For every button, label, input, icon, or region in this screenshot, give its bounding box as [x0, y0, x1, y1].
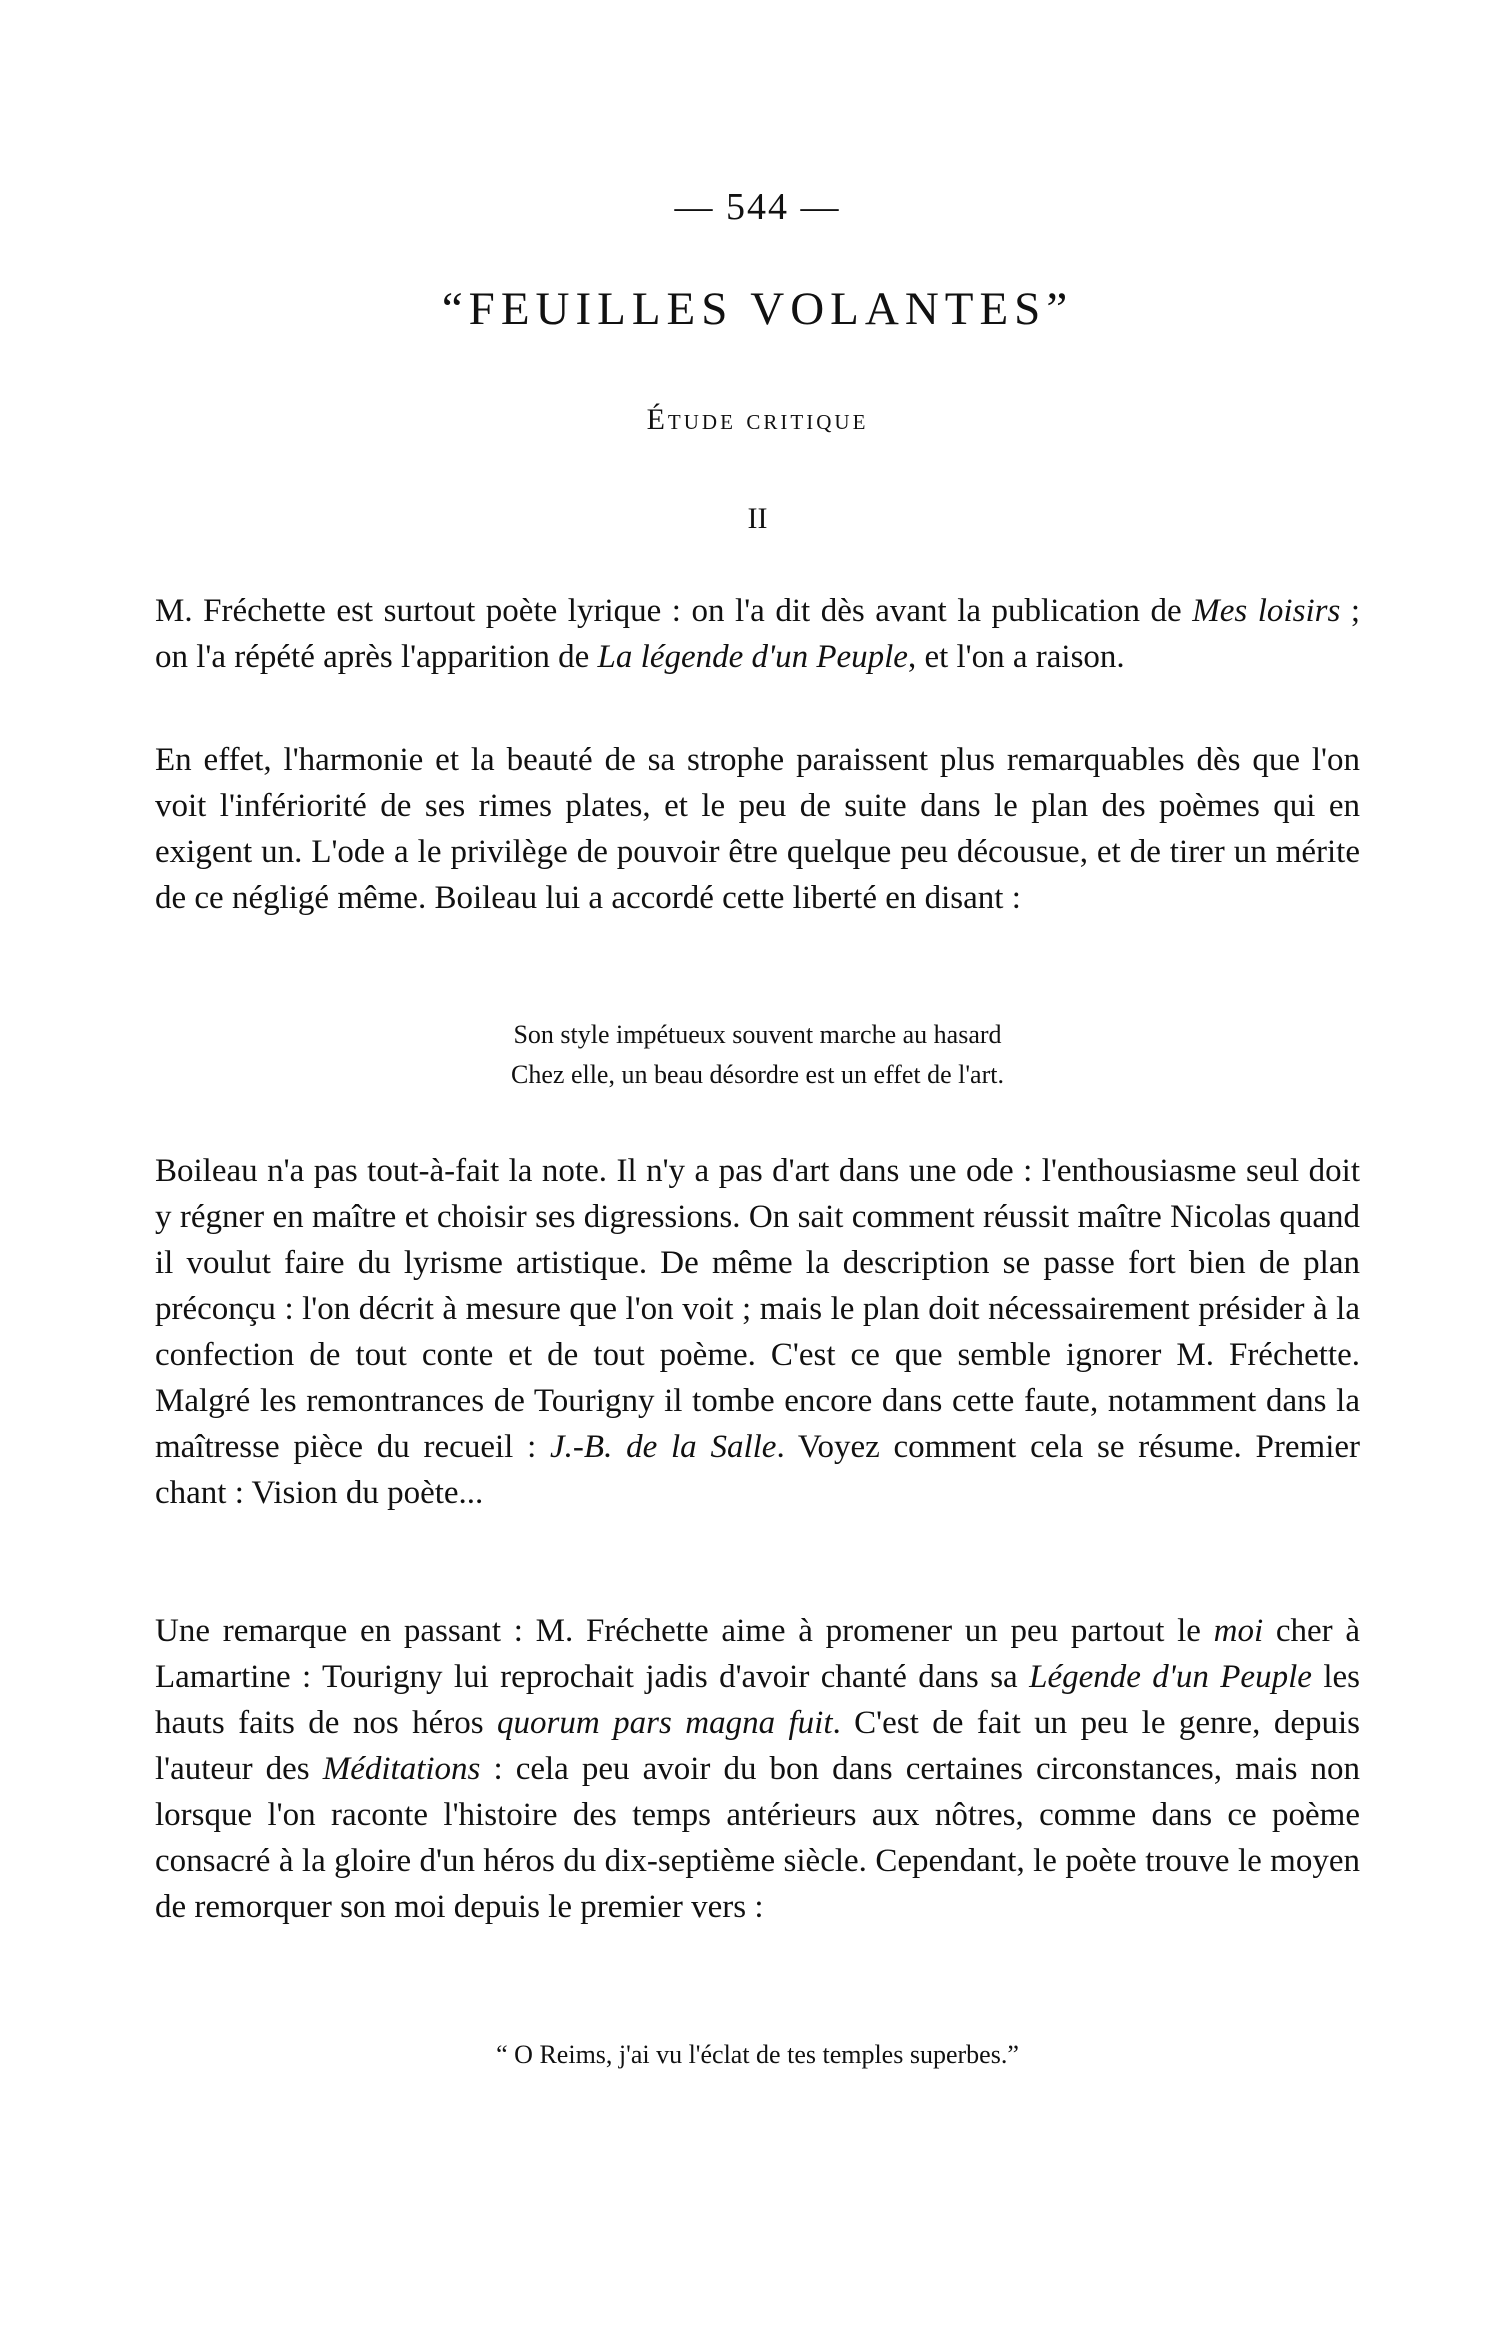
paragraph-1-title-mes-loisirs: Mes loisirs: [1192, 593, 1341, 629]
paragraph-4-text-a: Une remarque en passant : M. Fréchette aime à promener un peu partout le: [155, 1613, 1214, 1649]
paragraph-4-title-meditations: Méditations: [322, 1751, 481, 1787]
paragraph-4: [155, 1608, 1360, 1930]
paragraph-3: [155, 1148, 1360, 1516]
paragraph-3-title-jb-de-la-salle: J.-B. de la Salle: [550, 1429, 777, 1465]
paragraph-4-latin-quote: quorum pars magna fuit: [497, 1705, 833, 1741]
paragraph-1: [155, 588, 1360, 680]
verse-1-line-2: Chez elle, un beau désordre est un effet de l'art.: [511, 1060, 1004, 1089]
verse-quote-2: [155, 2035, 1360, 2075]
paragraph-4-text-i: : cela peu avoir du bon dans certaines circonstances, mais non lorsque l'on raconte l'histoire des temps antérieurs aux nôtres, comme dans ce poème consacré à la gloire d'un héros du dix-septième siècle. Cependant, le poète trouve le moyen de remorquer son moi depuis le premier vers :: [155, 1751, 1361, 1925]
paragraph-4-text-e: les hauts faits de nos héros: [155, 1659, 1360, 1741]
paragraph-4-moi: moi: [1213, 1613, 1264, 1649]
paragraph-3-text-c: . Voyez comment cela se résume. Premier chant : Vision du poète...: [155, 1429, 1361, 1511]
paragraph-4-title-legende: Légende d'un Peuple: [1029, 1659, 1312, 1695]
verse-quote-1: [155, 1015, 1360, 1095]
verse-1-line-1: Son style impétueux souvent marche au hasard: [513, 1020, 1002, 1049]
verse-2-line: “ O Reims, j'ai vu l'éclat de tes temples superbes.”: [496, 2040, 1019, 2069]
page-number: — 544 —: [674, 186, 841, 228]
paragraph-2: [155, 737, 1360, 921]
paragraph-1-title-legende: La légende d'un Peuple: [597, 639, 908, 675]
paragraph-1-text-e: , et l'on a raison.: [907, 639, 1125, 675]
paragraph-2-text: En effet, l'harmonie et la beauté de sa strophe paraissent plus remarquables dès que l'on voit l'infériorité de ses rimes plates, et le peu de suite dans le plan des poèmes qui en exigent un. L'ode a le privilège de pouvoir être quelque peu décousue, et de tirer un mérite de ce négligé même. Boileau lui a accordé cette liberté en disant :: [155, 742, 1360, 916]
subtitle: Étude critique: [646, 403, 869, 436]
page: [155, 0, 1360, 2330]
paragraph-4-text-c: cher à Lamartine : Tourigny lui reprochait jadis d'avoir chanté dans sa: [155, 1613, 1360, 1695]
section-number: II: [747, 502, 768, 535]
paragraph-3-text-a: Boileau n'a pas tout-à-fait la note. Il n'y a pas d'art dans une ode : l'enthousiasme seul doit y régner en maître et choisir ses digressions. On sait comment réussit maître Nicolas quand il voulut faire du lyrisme artistique. De même la description se passe fort bien de plan préconçu : l'on décrit à mesure que l'on voit ; mais le plan doit nécessairement présider à la confection de tout conte et de tout poème. C'est ce que semble ignorer M. Fréchette. Malgré les remontrances de Tourigny il tombe encore dans cette faute, notamment dans la maîtresse pièce du recueil :: [155, 1153, 1360, 1465]
paragraph-1-text-c: ; on l'a répété après l'apparition de: [155, 593, 1360, 675]
paragraph-1-text-a: M. Fréchette est surtout poète lyrique : on l'a dit dès avant la publication de: [155, 593, 1193, 629]
page-title: “FEUILLES VOLANTES”: [441, 283, 1074, 335]
paragraph-4-text-g: . C'est de fait un peu le genre, depuis l'auteur des: [155, 1705, 1360, 1787]
